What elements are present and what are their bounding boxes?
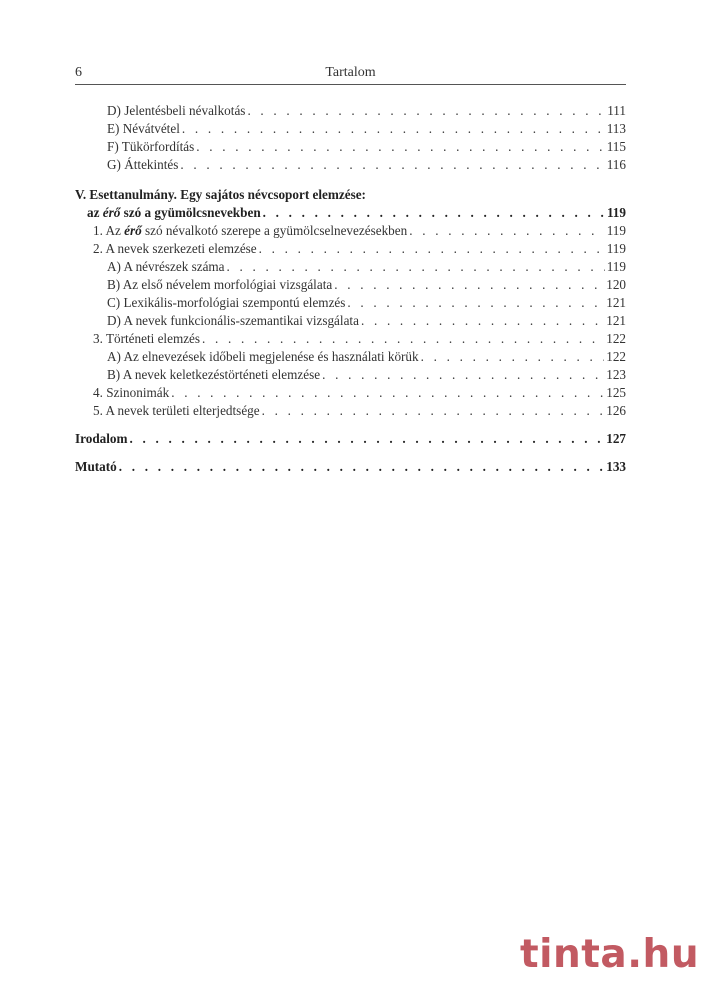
page-header	[75, 60, 626, 85]
dot-leader	[227, 258, 605, 276]
toc-entry	[75, 222, 626, 240]
toc-entry-page: 123	[606, 367, 626, 382]
toc-entry-title: B) A nevek keletkezéstörténeti elemzése	[107, 367, 321, 382]
dot-leader	[202, 330, 604, 348]
toc-entry	[75, 276, 626, 294]
toc-entry-title: A) A névrészek száma	[107, 259, 225, 274]
toc-entry-page: 133	[606, 459, 626, 474]
dot-leader	[421, 348, 605, 366]
dot-leader	[409, 222, 604, 240]
toc-entry-title: 3. Történeti elemzés	[93, 331, 201, 346]
chapter-heading-continued	[75, 204, 626, 222]
dot-leader	[334, 276, 604, 294]
toc-entry-title: E) Névátvétel	[107, 121, 180, 136]
toc-entry-title: 5. A nevek területi elterjedtsége	[93, 403, 260, 418]
toc-entry-title: az érő szó a gyümölcsnevekben	[87, 205, 261, 220]
toc-entry-page: 113	[606, 121, 626, 136]
keyword-emphasis: érő	[102, 205, 121, 220]
toc-entry-title: Irodalom	[75, 431, 128, 446]
running-title: Tartalom	[325, 65, 376, 80]
toc-entry-page: 121	[606, 295, 626, 310]
toc-entry-page: 119	[606, 241, 626, 256]
toc-entry	[75, 258, 626, 276]
toc-entry-title: G) Áttekintés	[107, 157, 179, 172]
toc-entry	[75, 348, 626, 366]
toc-entry-page: 122	[606, 331, 626, 346]
toc-entry-page: 122	[606, 349, 626, 364]
toc-entry-title: 1. Az érő szó névalkotó szerepe a gyümölcselnevezésekben	[93, 223, 408, 238]
toc-entry	[75, 402, 626, 420]
chapter-heading: V. Esettanulmány. Egy sajátos névcsoport elemzése:	[75, 187, 366, 202]
toc-entry-page: 120	[606, 277, 626, 292]
toc-entry-page: 119	[606, 223, 626, 238]
dot-leader	[247, 102, 605, 120]
toc-entry	[75, 330, 626, 348]
toc-entry-irodalom	[75, 430, 626, 448]
dot-leader	[263, 204, 605, 222]
dot-leader	[196, 138, 604, 156]
toc-entry	[75, 102, 626, 120]
toc-entry-page: 111	[607, 103, 626, 118]
toc-entry	[75, 240, 626, 258]
toc-entry-title: D) A nevek funkcionális-szemantikai vizsgálata	[107, 313, 359, 328]
publisher-watermark: tinta.hu	[520, 932, 700, 977]
dot-leader	[361, 312, 604, 330]
toc-entry-page: 116	[606, 157, 626, 172]
toc-entry-title: F) Tükörfordítás	[107, 139, 195, 154]
dot-leader	[322, 366, 604, 384]
toc-entry-title: Mutató	[75, 459, 117, 474]
toc-entry-page: 125	[606, 385, 626, 400]
dot-leader	[347, 294, 604, 312]
toc-entry-page: 127	[606, 431, 626, 446]
dot-leader	[171, 384, 604, 402]
page-number: 6	[75, 65, 82, 80]
toc-entry-page: 119	[606, 205, 626, 220]
toc-entry	[75, 120, 626, 138]
toc-entry	[75, 312, 626, 330]
toc-entry	[75, 156, 626, 174]
keyword-emphasis: érő	[124, 223, 142, 238]
dot-leader	[119, 458, 604, 476]
toc-entry-title: D) Jelentésbeli névalkotás	[107, 103, 246, 118]
toc-entry-page: 115	[606, 139, 626, 154]
dot-leader	[180, 156, 604, 174]
toc-entry-page: 121	[606, 313, 626, 328]
header-rule	[75, 84, 626, 85]
dot-leader	[262, 402, 605, 420]
toc-entry-title: A) Az elnevezések időbeli megjelenése és használati körük	[107, 349, 419, 364]
toc-entry-title: 4. Szinonimák	[93, 385, 170, 400]
toc-entry-page: 119	[606, 259, 626, 274]
dot-leader	[259, 240, 605, 258]
toc-entry-title: C) Lexikális-morfológiai szempontú elemzés	[107, 295, 346, 310]
dot-leader	[182, 120, 605, 138]
toc-entry-page: 126	[606, 403, 626, 418]
toc-entry-title: 2. A nevek szerkezeti elemzése	[93, 241, 257, 256]
table-of-contents	[75, 102, 626, 476]
toc-entry-title: B) Az első névelem morfológiai vizsgálata	[107, 277, 333, 292]
toc-entry	[75, 384, 626, 402]
toc-entry	[75, 138, 626, 156]
dot-leader	[130, 430, 605, 448]
toc-entry-mutato	[75, 458, 626, 476]
toc-entry	[75, 294, 626, 312]
toc-entry	[75, 366, 626, 384]
